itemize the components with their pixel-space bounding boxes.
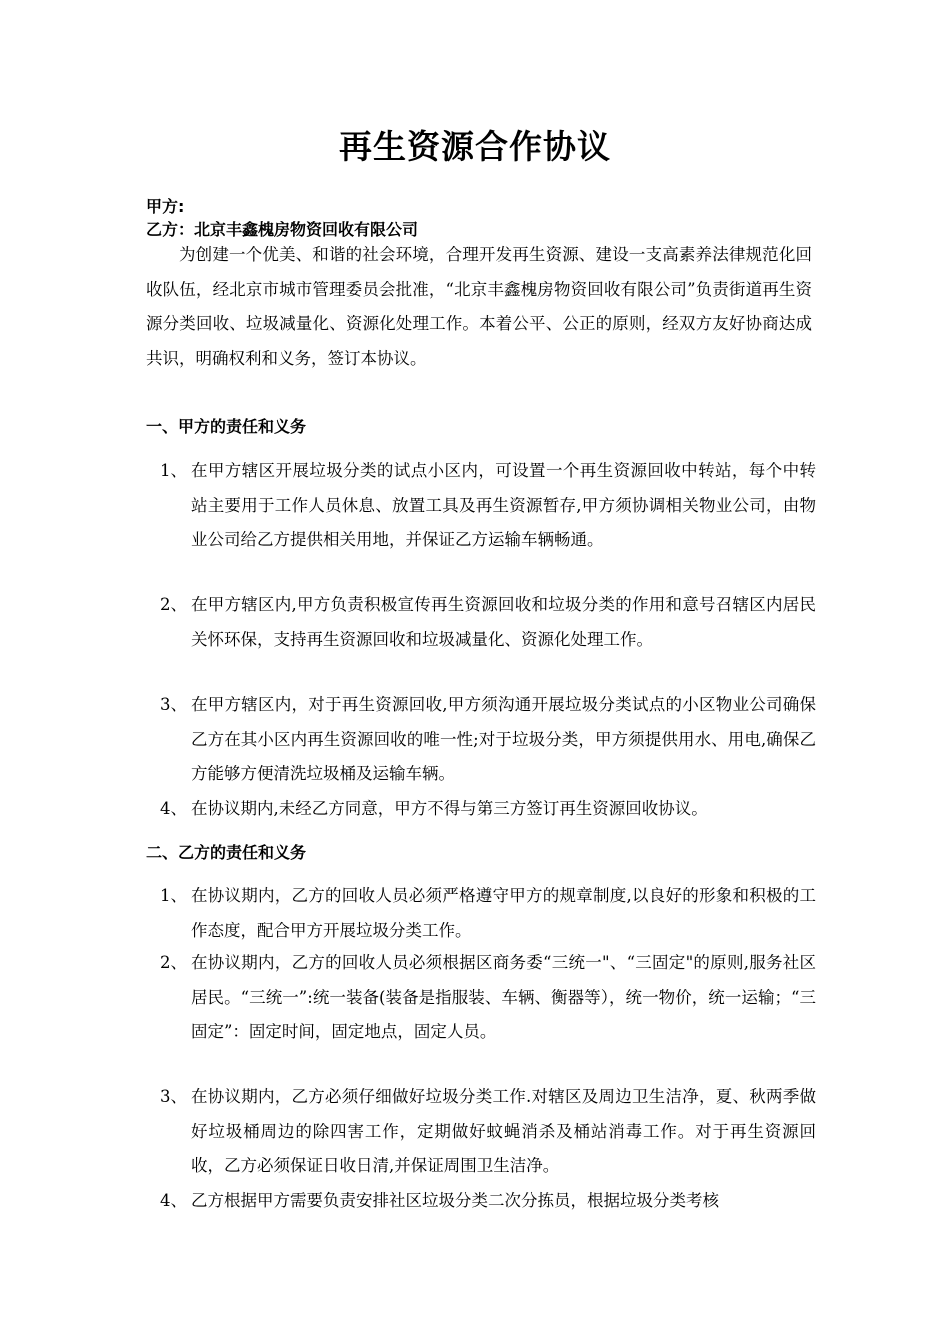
list-item-number: 3、 [160,695,187,714]
list-item [160,1184,816,1219]
list-item [160,946,816,1050]
list-item-text: 在协议期内，乙方的回收人员必须严格遵守甲方的规章制度,以良好的形象和积极的工作态度，配合甲方开展垃圾分类工作。 [191,886,816,940]
document-title: 再生资源合作协议 [339,127,611,166]
list-item-text: 在协议期内,未经乙方同意，甲方不得与第三方签订再生资源回收协议。 [191,799,708,818]
list-item [160,588,816,657]
list-item [160,879,816,948]
list-item [160,1080,816,1184]
list-item-text: 在协议期内，乙方必须仔细做好垃圾分类工作.对辖区及周边卫生洁净，夏、秋两季做好垃圾桶周边的除四害工作，定期做好蚊蝇消杀及桶站消毒工作。对于再生资源回收，乙方必须保证日收日清,并保证周围卫生洁净。 [191,1087,816,1175]
list-item-text: 在甲方辖区开展垃圾分类的试点小区内，可设置一个再生资源回收中转站，每个中转站主要用于工作人员休息、放置工具及再生资源暂存,甲方须协调相关物业公司，由物业公司给乙方提供相关用地，并保证乙方运输车辆畅通。 [191,461,816,549]
intro-paragraph: 为创建一个优美、和谐的社会环境，合理开发再生资源、建设一支高素养法律规范化回收队伍，经北京市城市管理委员会批准，“北京丰鑫槐房物资回收有限公司”负责街道再生资源分类回收、垃圾减量化、资源化处理工作。本着公平、公正的原则，经双方友好协商达成共识，明确权利和义务，签订本协议。 [146,245,812,368]
list-item-text: 在甲方辖区内,甲方负责积极宣传再生资源回收和垃圾分类的作用和意号召辖区内居民关怀环保，支持再生资源回收和垃圾减量化、资源化处理工作。 [191,595,816,649]
list-item-number: 2、 [160,953,187,972]
list-item-number: 4、 [160,1191,187,1210]
list-item-text: 在协议期内，乙方的回收人员必须根据区商务委“三统一"、“三固定"的原则,服务社区居民。“三统一”:统一装备(装备是指服装、车辆、衡器等），统一物价，统一运输；“三固定”：固定时间，固定地点，固定人员。 [191,953,816,1041]
list-item-number: 4、 [160,799,187,818]
list-item [160,688,816,792]
list-item-number: 1、 [160,886,187,905]
list-item-number: 1、 [160,461,187,480]
list-item-number: 3、 [160,1087,187,1106]
list-item-text: 在甲方辖区内，对于再生资源回收,甲方须沟通开展垃圾分类试点的小区物业公司确保乙方在其小区内再生资源回收的唯一性;对于垃圾分类，甲方须提供用水、用电,确保乙方能够方便清洗垃圾桶及运输车辆。 [191,695,816,783]
party-a-line: 甲方: [146,197,185,216]
section-heading-party-b-duties: 二、乙方的责任和义务 [146,843,307,862]
list-item [160,792,816,827]
section-heading-party-a-duties: 一、甲方的责任和义务 [146,417,307,436]
party-b-line: 乙方：北京丰鑫槐房物资回收有限公司 [146,220,419,239]
list-item [160,454,816,558]
list-item-number: 2、 [160,595,187,614]
list-item-text: 乙方根据甲方需要负责安排社区垃圾分类二次分拣员，根据垃圾分类考核 [191,1191,719,1210]
